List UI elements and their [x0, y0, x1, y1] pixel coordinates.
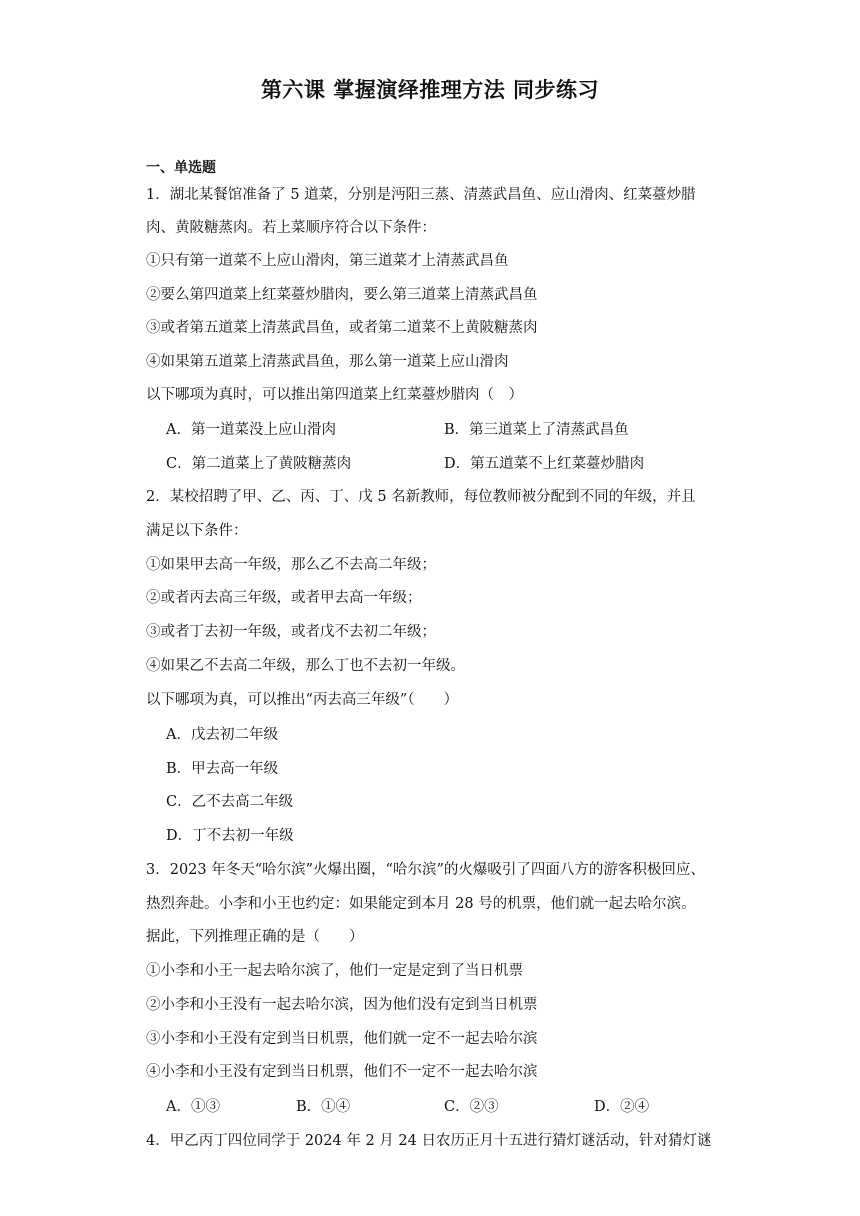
q1-condition-4: ④如果第五道菜上清蒸武昌鱼，那么第一道菜上应山滑肉	[146, 354, 509, 370]
q2-condition-1: ①如果甲去高一年级，那么乙不去高二年级；	[146, 557, 436, 573]
q2-condition-4: ④如果乙不去高二年级，那么丁也不去初一年级。	[146, 658, 465, 674]
q3-statement-4: ④小李和小王没有定到当日机票，他们不一定不一起去哈尔滨	[146, 1064, 538, 1080]
q3-option-a[interactable]: A．①③	[166, 1099, 220, 1115]
q3-statement-3: ③小李和小王没有定到当日机票，他们就一定不一起去哈尔滨	[146, 1031, 538, 1047]
q1-option-b[interactable]: B．第三道菜上了清蒸武昌鱼	[444, 422, 629, 438]
q3-stem-line-1: 3．2023 年冬天“哈尔滨”火爆出圈，“哈尔滨”的火爆吸引了四面八方的游客积极回应、	[146, 862, 705, 878]
q2-option-a[interactable]: A．戊去初二年级	[166, 727, 278, 743]
q1-stem-line-2: 肉、黄陂糖蒸肉。若上菜顺序符合以下条件：	[146, 220, 436, 236]
q3-option-d[interactable]: D．②④	[594, 1099, 650, 1115]
q1-stem-line-1: 1．湖北某餐馆准备了 5 道菜，分别是沔阳三蒸、清蒸武昌鱼、应山滑肉、红菜薹炒腊	[146, 187, 696, 203]
q2-stem-line-2: 满足以下条件：	[146, 523, 248, 539]
q3-option-c[interactable]: C．②③	[444, 1099, 499, 1115]
q2-stem-line-1: 2．某校招聘了甲、乙、丙、丁、戊 5 名新教师，每位教师被分配到不同的年级，并且	[146, 489, 696, 505]
q2-option-c[interactable]: C．乙不去高二年级	[166, 794, 294, 810]
q2-option-d[interactable]: D．丁不去初一年级	[166, 828, 294, 844]
q1-option-d[interactable]: D．第五道菜不上红菜薹炒腊肉	[444, 456, 645, 472]
q1-condition-2: ②要么第四道菜上红菜薹炒腊肉，要么第三道菜上清蒸武昌鱼	[146, 287, 538, 303]
q1-question: 以下哪项为真时，可以推出第四道菜上红菜薹炒腊肉（ ）	[146, 387, 523, 403]
q3-stem-line-2: 热烈奔赴。小李和小王也约定：如果能定到本月 28 号的机票，他们就一起去哈尔滨。	[146, 896, 696, 912]
q2-option-b[interactable]: B．甲去高一年级	[166, 761, 279, 777]
q3-statement-1: ①小李和小王一起去哈尔滨了，他们一定是定到了当日机票	[146, 963, 523, 979]
page-title: 第六课 掌握演绎推理方法 同步练习	[260, 77, 600, 102]
q1-option-c[interactable]: C．第二道菜上了黄陂糖蒸肉	[166, 456, 352, 472]
q3-stem-line-3: 据此，下列推理正确的是（ ）	[146, 929, 364, 945]
q2-question: 以下哪项为真，可以推出“丙去高三年级”（ ）	[146, 692, 459, 708]
q1-condition-3: ③或者第五道菜上清蒸武昌鱼，或者第二道菜不上黄陂糖蒸肉	[146, 320, 538, 336]
q4-stem-line-1: 4．甲乙丙丁四位同学于 2024 年 2 月 24 日农历正月十五进行猜灯谜活动，针对猜灯谜	[146, 1133, 712, 1149]
q2-condition-2: ②或者丙去高三年级，或者甲去高一年级；	[146, 590, 422, 606]
q1-option-a[interactable]: A．第一道菜没上应山滑肉	[166, 422, 336, 438]
q3-statement-2: ②小李和小王没有一起去哈尔滨，因为他们没有定到当日机票	[146, 997, 538, 1013]
q1-condition-1: ①只有第一道菜不上应山滑肉，第三道菜才上清蒸武昌鱼	[146, 253, 509, 269]
section-heading: 一、单选题	[146, 160, 216, 176]
q2-condition-3: ③或者丁去初一年级，或者戊不去初二年级；	[146, 624, 436, 640]
q3-option-b[interactable]: B．①④	[296, 1099, 351, 1115]
